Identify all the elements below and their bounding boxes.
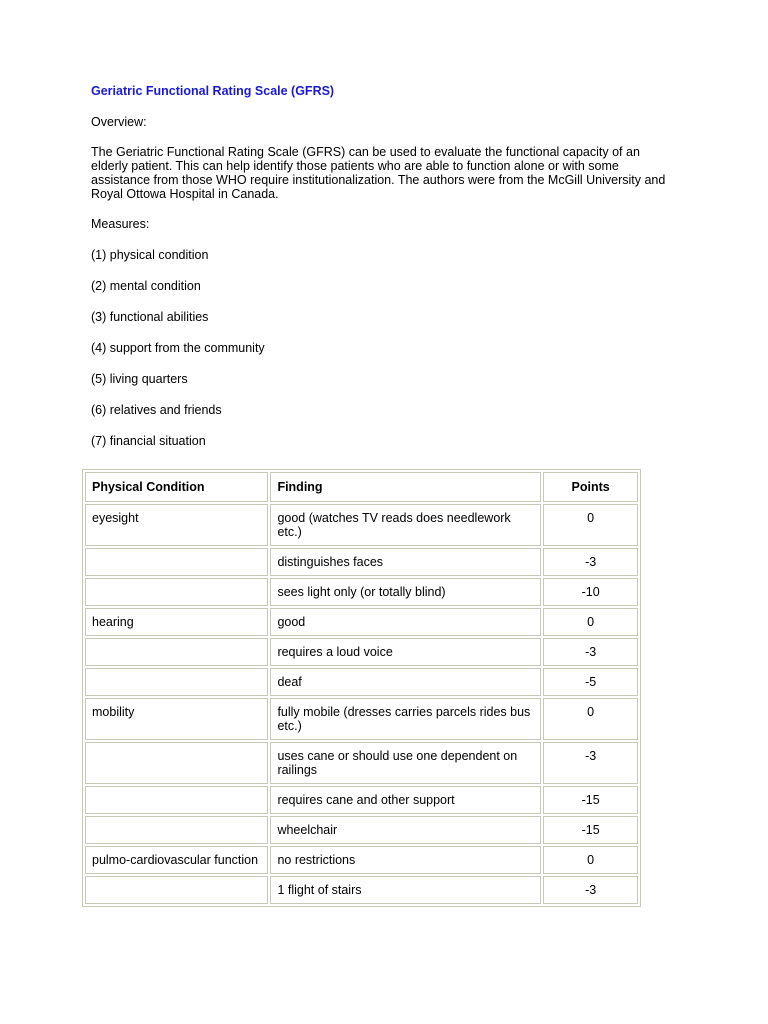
cell-points: 0 xyxy=(543,846,638,874)
cell-points: -3 xyxy=(543,876,638,904)
measure-item: (1) physical condition xyxy=(91,248,209,262)
cell-finding: no restrictions xyxy=(270,846,541,874)
cell-points: -5 xyxy=(543,668,638,696)
table-row xyxy=(85,668,638,696)
table-row xyxy=(85,786,638,814)
cell-points: -3 xyxy=(543,742,638,784)
cell-finding: good (watches TV reads does needlework etc.) xyxy=(270,504,541,546)
cell-points: -3 xyxy=(543,638,638,666)
cell-finding: deaf xyxy=(270,668,541,696)
overview-label: Overview: xyxy=(91,115,147,129)
cell-points: 0 xyxy=(543,698,638,740)
cell-points: -3 xyxy=(543,548,638,576)
measure-item: (2) mental condition xyxy=(91,279,201,293)
table-row xyxy=(85,846,638,874)
measure-item: (5) living quarters xyxy=(91,372,188,386)
header-physical-condition: Physical Condition xyxy=(85,472,268,502)
cell-finding: uses cane or should use one dependent on railings xyxy=(270,742,541,784)
cell-condition xyxy=(85,638,268,666)
physical-condition-table xyxy=(82,469,641,907)
cell-condition xyxy=(85,816,268,844)
cell-condition: eyesight xyxy=(85,504,268,546)
document-body xyxy=(91,83,671,448)
header-points: Points xyxy=(543,472,638,502)
cell-finding: sees light only (or totally blind) xyxy=(270,578,541,606)
cell-points: -10 xyxy=(543,578,638,606)
table-row xyxy=(85,816,638,844)
cell-points: -15 xyxy=(543,816,638,844)
cell-condition xyxy=(85,668,268,696)
measure-item: (7) financial situation xyxy=(91,434,206,448)
cell-condition xyxy=(85,876,268,904)
cell-condition: hearing xyxy=(85,608,268,636)
cell-points: 0 xyxy=(543,608,638,636)
cell-finding: wheelchair xyxy=(270,816,541,844)
table-row xyxy=(85,638,638,666)
measures-label: Measures: xyxy=(91,217,150,231)
table-header-row xyxy=(85,472,638,502)
page-title: Geriatric Functional Rating Scale (GFRS) xyxy=(91,84,335,98)
cell-points: -15 xyxy=(543,786,638,814)
cell-condition: pulmo-cardiovascular function xyxy=(85,846,268,874)
cell-condition xyxy=(85,578,268,606)
cell-condition xyxy=(85,742,268,784)
cell-condition xyxy=(85,548,268,576)
cell-finding: requires cane and other support xyxy=(270,786,541,814)
measure-item: (4) support from the community xyxy=(91,341,265,355)
measure-item: (6) relatives and friends xyxy=(91,403,222,417)
cell-points: 0 xyxy=(543,504,638,546)
cell-finding: good xyxy=(270,608,541,636)
table-row xyxy=(85,578,638,606)
cell-finding: 1 flight of stairs xyxy=(270,876,541,904)
table-row xyxy=(85,742,638,784)
table-row xyxy=(85,548,638,576)
header-finding: Finding xyxy=(270,472,541,502)
table-row xyxy=(85,698,638,740)
cell-condition: mobility xyxy=(85,698,268,740)
cell-finding: fully mobile (dresses carries parcels rides bus etc.) xyxy=(270,698,541,740)
cell-finding: distinguishes faces xyxy=(270,548,541,576)
table-row xyxy=(85,876,638,904)
cell-finding: requires a loud voice xyxy=(270,638,541,666)
table-row xyxy=(85,504,638,546)
cell-condition xyxy=(85,786,268,814)
table-row xyxy=(85,608,638,636)
measure-item: (3) functional abilities xyxy=(91,310,209,324)
overview-text: The Geriatric Functional Rating Scale (GFRS) can be used to evaluate the functional capacity of an elderly patient. This can help identify those patients who are able to function alone or with some assistance from those WHO require institutionalization. The authors were from the McGill University and Royal Ottowa Hospital in Canada. xyxy=(91,145,666,201)
